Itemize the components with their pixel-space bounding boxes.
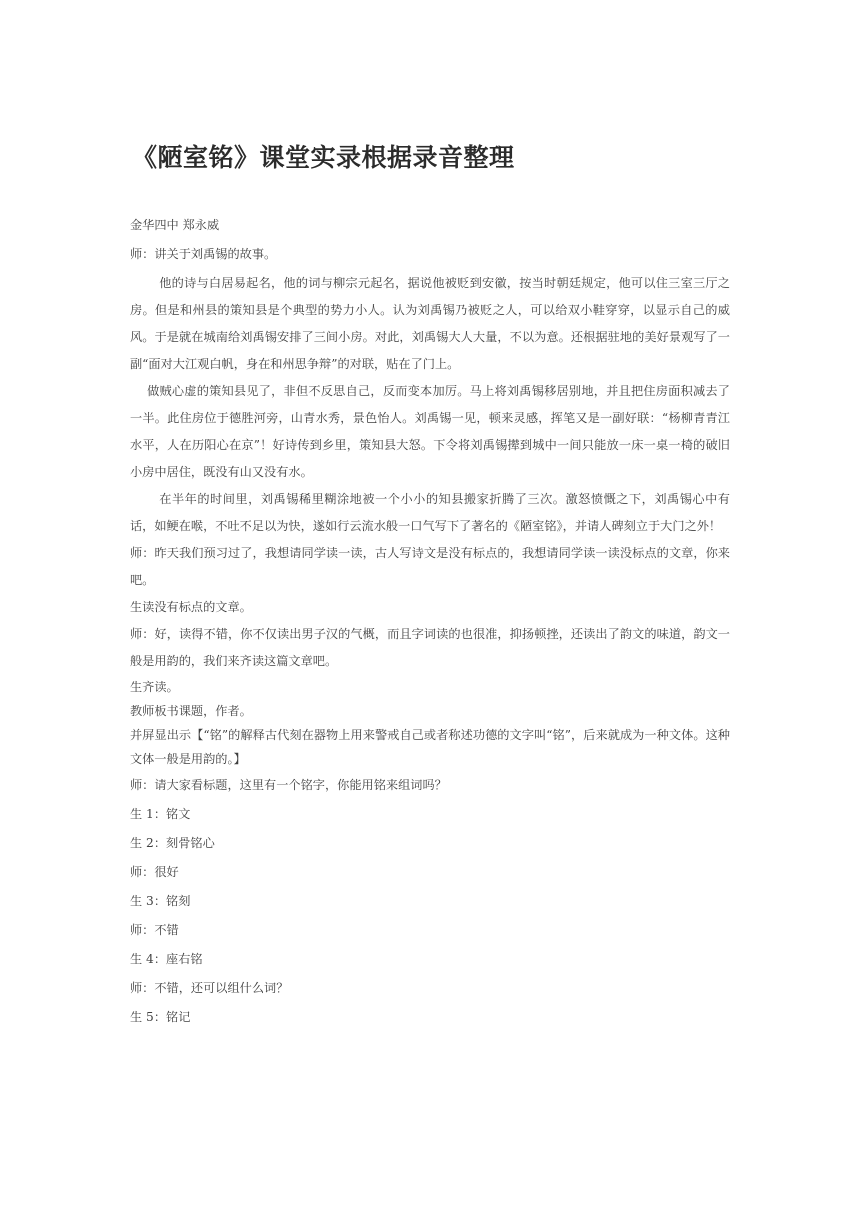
author-line: 金华四中 郑永威 xyxy=(130,218,220,232)
paragraph: 师：昨天我们预习过了，我想请同学读一读，古人写诗文是没有标点的，我想请同学读一读没标点的文章，你来吧。 xyxy=(130,546,730,587)
paragraph: 教师板书课题，作者。 xyxy=(130,704,252,718)
paragraph: 师：讲关于刘禹锡的故事。 xyxy=(130,246,277,261)
paragraph: 师：请大家看标题，这里有一个铭字，你能用铭来组词吗？ xyxy=(130,778,447,792)
document-title: 《陋室铭》课堂实录根据录音整理 xyxy=(132,143,515,172)
paragraph: 生齐读。 xyxy=(130,680,179,694)
paragraph: 师：很好 xyxy=(130,865,179,879)
paragraph: 生读没有标点的文章。 xyxy=(130,600,252,614)
paragraph: 师：不错 xyxy=(130,923,179,937)
paragraph: 并屏显出示【“铭”的解释古代刻在器物上用来警戒自己或者称述功德的文字叫“铭”，后来就成为一种文体。这种文体一般是用韵的。】 xyxy=(130,728,730,766)
paragraph: 生 2：刻骨铭心 xyxy=(130,836,215,850)
paragraph: 做贼心虚的策知县见了，非但不反思自己，反而变本加厉。马上将刘禹锡移居别地，并且把住房面积减去了一半。此住房位于德胜河旁，山青水秀，景色怡人。刘禹锡一见，顿来灵感，挥笔又是一副好联：“杨柳青青江水平，人在历阳心在京”！好诗传到乡里，策知县大怒。下令将刘禹锡撵到城中一间只能放一床一桌一椅的破旧小房中居住，既没有山又没有水。 xyxy=(130,384,730,479)
paragraph: 师：不错，还可以组什么词？ xyxy=(130,981,289,995)
paragraph: 生 5：铭记 xyxy=(130,1010,191,1024)
paragraph: 生 3：铭刻 xyxy=(130,894,191,908)
document-body xyxy=(130,213,730,1032)
paragraph: 他的诗与白居易起名，他的词与柳宗元起名，据说他被贬到安徽，按当时朝廷规定，他可以住三室三厅之房。但是和州县的策知县是个典型的势力小人。认为刘禹锡乃被贬之人，可以给双小鞋穿穿，以显示自己的威风。于是就在城南给刘禹锡安排了三间小房。对此，刘禹锡大人大量，不以为意。还根据驻地的美好景观写了一副“面对大江观白帆，身在和州思争辩”的对联，贴在了门上。 xyxy=(130,276,730,371)
paragraph: 在半年的时间里，刘禹锡稀里糊涂地被一个小小的知县搬家折腾了三次。激怒愤慨之下，刘禹锡心中有话，如鲠在喉，不吐不足以为快，遂如行云流水般一口气写下了著名的《陋室铭》，并请人碑刻立于大门之外！ xyxy=(130,492,730,533)
paragraph: 生 4：座右铭 xyxy=(130,952,203,966)
paragraph: 生 1：铭文 xyxy=(130,807,191,821)
paragraph: 师：好，读得不错，你不仅读出男子汉的气概，而且字词读的也很准，抑扬顿挫，还读出了韵文的味道，韵文一般是用韵的，我们来齐读这篇文章吧。 xyxy=(130,627,730,668)
